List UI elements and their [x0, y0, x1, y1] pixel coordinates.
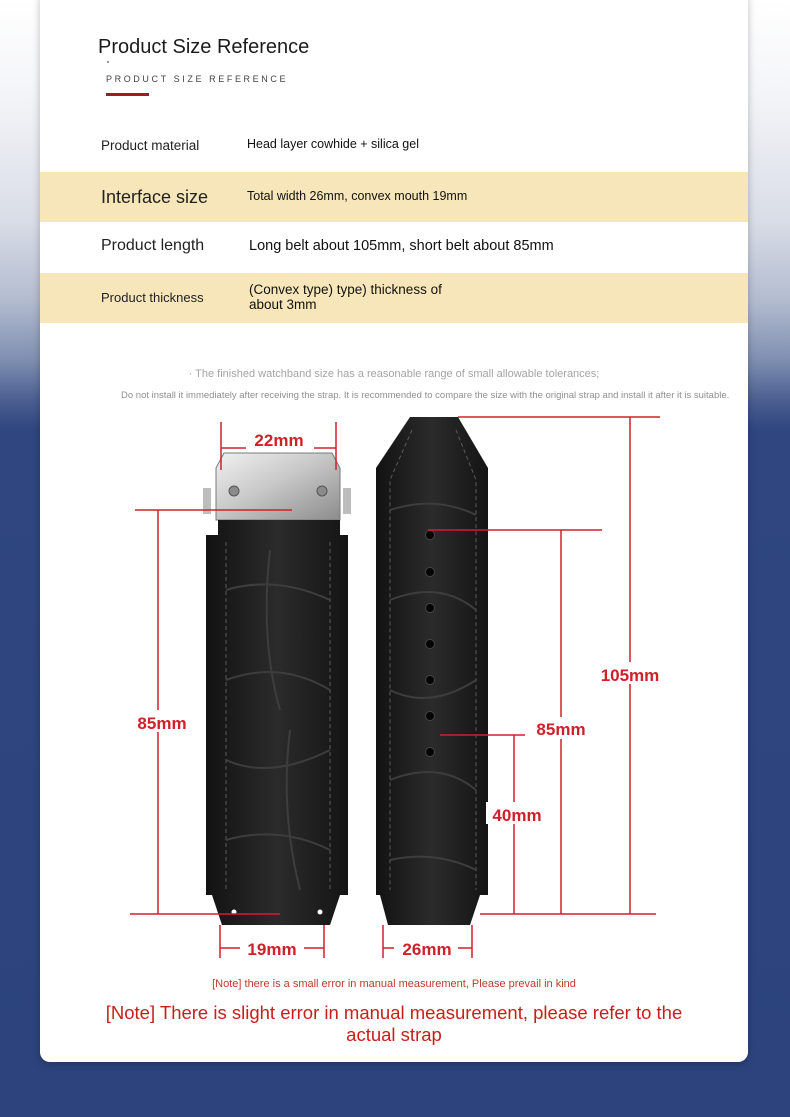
dim-label-19mm: 19mm: [247, 940, 297, 959]
spec-label-interface: Interface size: [101, 187, 209, 207]
short-strap-image: [203, 453, 351, 925]
spec-value-material: Head layer cowhide + silica gel: [247, 137, 419, 151]
spec-value-thickness-line1: (Convex type) type) thickness of: [249, 282, 442, 297]
dim-label-40mm: 40mm: [492, 806, 542, 825]
spec-label-thickness: Product thickness: [101, 290, 204, 305]
page-subtitle: PRODUCT SIZE REFERENCE: [106, 74, 289, 84]
clasp-screw-left: [229, 486, 239, 496]
spec-label-length: Product length: [101, 237, 205, 254]
tolerance-note-2: Do not install it immediately after receiving the strap. It is recommended to compare the size with the original strap and install it after it is suitable.: [121, 390, 730, 401]
long-strap-body: [376, 417, 488, 925]
tolerance-note-1: · The finished watchband size has a reasonable range of small allowable tolerances;: [188, 368, 600, 380]
short-strap-hole-right: [318, 910, 323, 915]
strap-diagram: [40, 0, 748, 1062]
clasp-screw-right: [317, 486, 327, 496]
strap-hole: [426, 640, 435, 649]
strap-hole: [426, 531, 435, 540]
page-title: Product Size Reference: [98, 36, 310, 58]
strap-hole: [426, 748, 435, 757]
spec-value-interface: Total width 26mm, convex mouth 19mm: [247, 189, 468, 203]
dim-label-85mm-long: 85mm: [536, 720, 586, 739]
long-strap-image: [376, 417, 488, 925]
strap-hole: [426, 676, 435, 685]
note-big: [Note] There is slight error in manual measurement, please refer to the actual strap: [105, 1002, 683, 1045]
strap-hole: [426, 712, 435, 721]
product-card: [40, 0, 748, 1062]
strap-hole: [426, 568, 435, 577]
dim-label-26mm: 26mm: [402, 940, 452, 959]
spec-value-length: Long belt about 105mm, short belt about 85mm: [249, 238, 554, 254]
strap-hole: [426, 604, 435, 613]
dim-label-22mm: 22mm: [254, 431, 304, 450]
note-small: [Note] there is a small error in manual measurement, Please prevail in kind: [212, 978, 576, 990]
dim-label-85mm-short: 85mm: [137, 714, 187, 733]
spec-label-material: Product material: [101, 138, 200, 153]
dim-label-105mm: 105mm: [600, 666, 660, 685]
short-strap-body: [206, 520, 348, 925]
spec-value-thickness-line2: about 3mm: [249, 297, 317, 312]
clasp-side-right: [343, 488, 351, 514]
